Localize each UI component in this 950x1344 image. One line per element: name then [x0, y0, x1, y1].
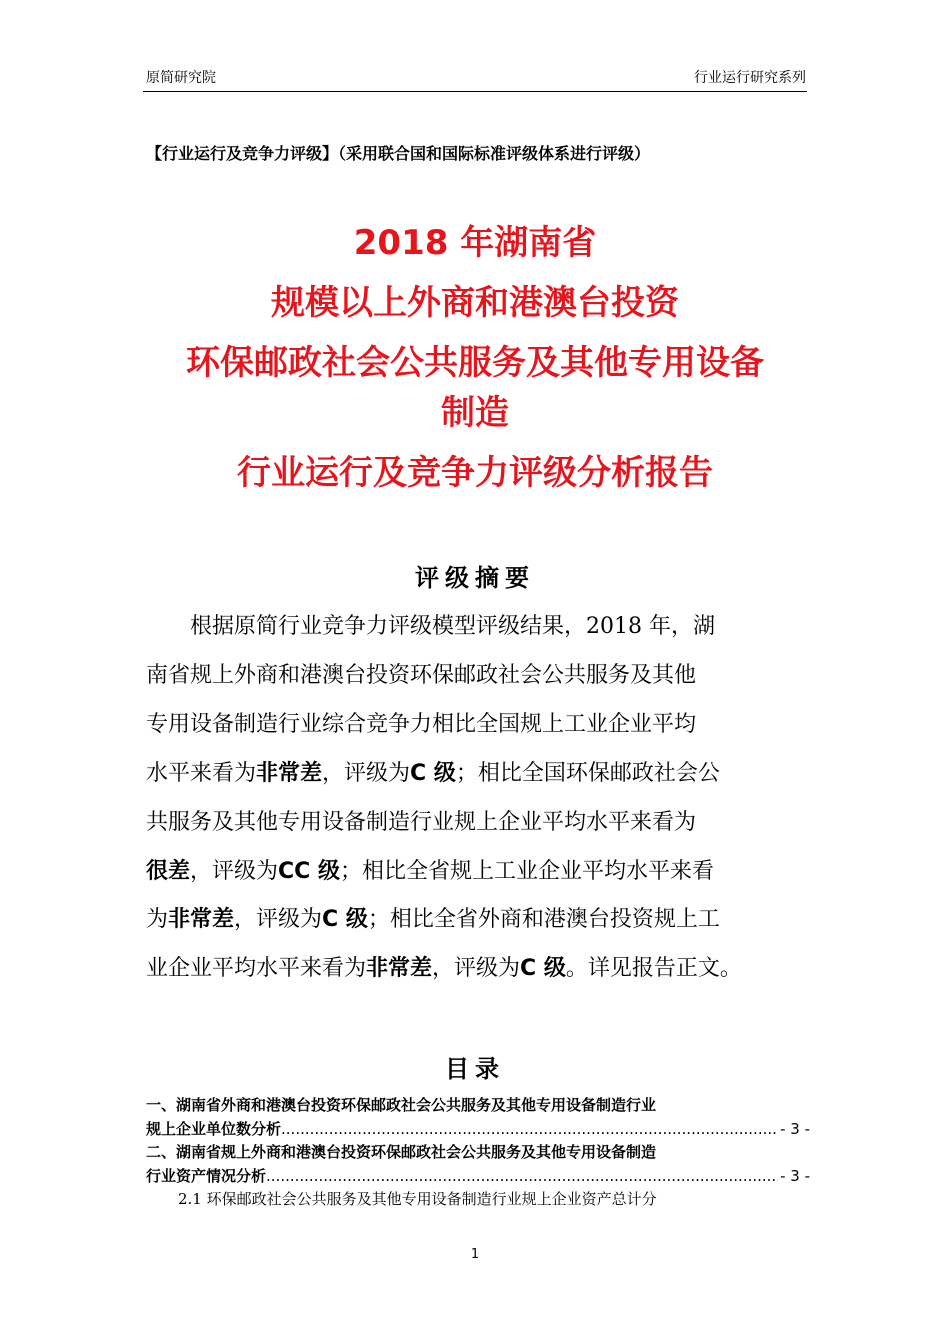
toc-leader: [281, 1118, 778, 1142]
summary-text: ，评级为: [322, 760, 411, 786]
title-line-2: 规模以上外商和港澳台投资: [271, 283, 679, 323]
rating-word: 非常差: [366, 956, 433, 982]
title-line-5: 行业运行及竞争力评级分析报告: [237, 453, 713, 493]
header-left: 原简研究院: [146, 70, 216, 86]
header-right: 行业运行研究系列: [694, 70, 806, 86]
rating-grade: CC 级: [278, 858, 340, 884]
rating-word: 很差: [146, 858, 191, 884]
summary-line-6: [146, 848, 816, 897]
summary-line-2: 南省规上外商和港澳台投资环保邮政社会公共服务及其他: [146, 662, 697, 688]
summary-line-1: 根据原简行业竞争力评级模型评级结果，2018 年，湖: [190, 614, 715, 639]
toc-page: - 3 -: [780, 1119, 810, 1138]
toc-text: 一、湖南省外商和港澳台投资环保邮政社会公共服务及其他专用设备制造行业: [146, 1096, 657, 1114]
toc-item-1-line-1[interactable]: [146, 1094, 810, 1118]
toc-item-2-line-2[interactable]: [146, 1165, 810, 1189]
summary-heading: 评级摘要: [415, 564, 535, 592]
summary-paragraph: [146, 603, 816, 994]
toc-text: 行业资产情况分析: [146, 1166, 267, 1185]
title-line-1: 2018 年湖南省: [353, 223, 597, 263]
rating-grade: C 级: [410, 760, 456, 786]
toc-item-1-line-2[interactable]: [146, 1118, 810, 1142]
summary-text: ；相比全省规上工业企业平均水平来看: [339, 858, 714, 884]
header-rule: [143, 91, 807, 92]
summary-text: 为: [146, 907, 169, 933]
summary-line-3: 专用设备制造行业综合竞争力相比全国规上工业企业平均: [146, 711, 697, 737]
summary-text: 。详见报告正文。: [565, 956, 742, 982]
summary-text: ；相比全国环保邮政社会公: [455, 760, 720, 786]
toc-text: 二、湖南省规上外商和港澳台投资环保邮政社会公共服务及其他专用设备制造: [146, 1143, 657, 1161]
summary-text: ，评级为: [190, 858, 279, 884]
toc-text: 2.1 环保邮政社会公共服务及其他专用设备制造行业规上企业资产总计分: [178, 1190, 657, 1208]
summary-line-5: 共服务及其他专用设备制造行业规上企业平均水平来看为: [146, 809, 697, 835]
summary-line-7: [146, 896, 816, 945]
toc-page: - 3 -: [780, 1166, 810, 1185]
tagline: 【行业运行及竞争力评级】（采用联合国和国际标准评级体系进行评级）: [146, 144, 651, 163]
summary-line-4: [146, 750, 816, 799]
title-line-4: 制造: [441, 393, 509, 433]
summary-line-8: [146, 945, 816, 994]
title-line-3: 环保邮政社会公共服务及其他专用设备: [186, 343, 764, 383]
summary-text: ，评级为: [432, 956, 521, 982]
summary-text: 业企业平均水平来看为: [146, 956, 367, 982]
summary-text: 水平来看为: [146, 760, 257, 786]
toc-item-2-line-1[interactable]: [146, 1141, 810, 1165]
table-of-contents: [146, 1094, 810, 1212]
page-number: 1: [470, 1247, 480, 1262]
toc-text: 规上企业单位数分析: [146, 1119, 282, 1138]
toc-leader: [266, 1165, 778, 1189]
toc-item-3[interactable]: [146, 1188, 810, 1212]
summary-text: ；相比全省外商和港澳台投资规上工: [367, 907, 720, 933]
rating-grade: C 级: [322, 907, 368, 933]
rating-word: 非常差: [256, 760, 323, 786]
rating-grade: C 级: [520, 956, 566, 982]
rating-word: 非常差: [168, 907, 235, 933]
summary-text: ，评级为: [234, 907, 323, 933]
toc-heading: 目录: [445, 1055, 505, 1083]
report-title: [120, 218, 830, 498]
